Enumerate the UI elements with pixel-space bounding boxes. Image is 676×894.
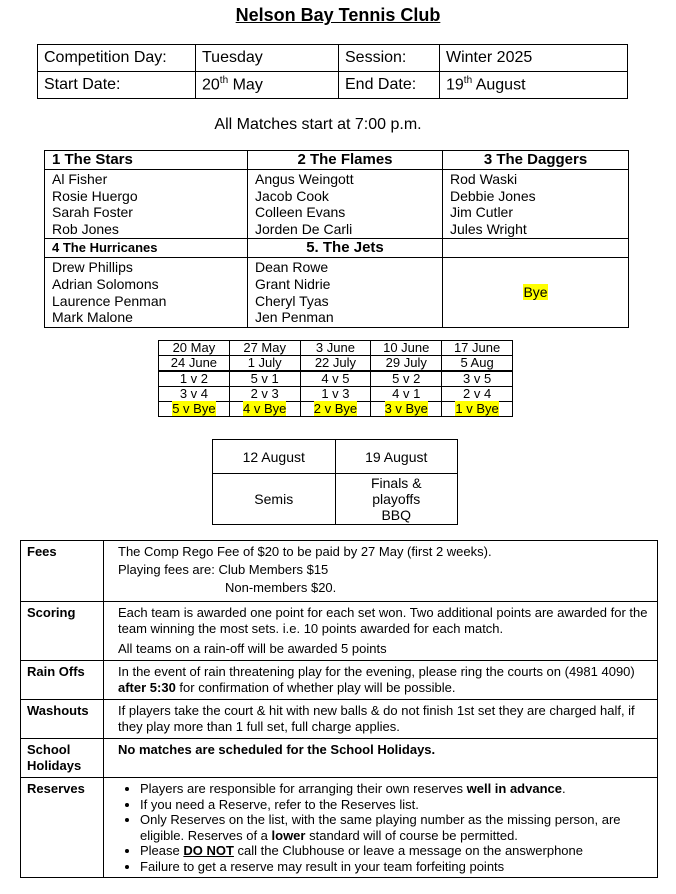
player: Angus Weingott bbox=[255, 171, 354, 187]
rule-label: Fees bbox=[21, 541, 104, 602]
player: Jules Wright bbox=[450, 220, 527, 237]
schedule-cell: 5 Aug bbox=[442, 356, 513, 372]
finals-table bbox=[212, 439, 458, 525]
team-2-name: 2 The Flames bbox=[248, 151, 443, 170]
list-item: • Please DO NOT call the Clubhouse or leave a message on the answerphone bbox=[140, 843, 651, 859]
rule-text: The Comp Rego Fee of $20 to be paid by 27 May (first 2 weeks). Playing fees are: Club Members $15 Non-members $20. bbox=[104, 541, 658, 602]
start-time-note: All Matches start at 7:00 p.m. bbox=[214, 116, 422, 133]
schedule-cell: 24 June bbox=[159, 356, 230, 372]
session-label: Session: bbox=[339, 45, 440, 72]
schedule-cell: 2 v 4 bbox=[442, 387, 513, 402]
rules-row-rain-offs bbox=[21, 661, 658, 700]
schedule-cell: 27 May bbox=[229, 341, 300, 356]
teams-table bbox=[44, 150, 629, 328]
schedule-cell bbox=[229, 402, 300, 417]
schedule-cell bbox=[442, 402, 513, 417]
page-title: Nelson Bay Tennis Club bbox=[235, 5, 441, 25]
schedule-cell: 4 v 5 bbox=[300, 371, 371, 387]
rule-text: No matches are scheduled for the School Holidays. bbox=[104, 739, 658, 778]
schedule-cell: 3 June bbox=[300, 341, 371, 356]
rule-text: Each team is awarded one point for each set won. Two additional points are awarded for the team winning the most sets. i.e. 10 points awarded for each match. All teams on a rain-off will be awarded 5 points bbox=[104, 602, 658, 661]
empty-header bbox=[443, 239, 629, 258]
team-4-name: 4 The Hurricanes bbox=[45, 239, 248, 258]
bye-highlight: 2 v Bye bbox=[313, 401, 358, 416]
rule-label: Rain Offs bbox=[21, 661, 104, 700]
finals-date-2: 19 August bbox=[335, 440, 458, 474]
schedule-cell: 10 June bbox=[371, 341, 442, 356]
schedule-cell: 1 v 3 bbox=[300, 387, 371, 402]
bye-highlight: 1 v Bye bbox=[455, 401, 499, 416]
player: Grant Nidrie bbox=[255, 275, 331, 292]
schedule-row-dates-2 bbox=[159, 356, 513, 372]
schedule-cell bbox=[371, 402, 442, 417]
bye-label: Bye bbox=[523, 284, 548, 301]
schedule-table bbox=[158, 340, 513, 417]
player: Jacob Cook bbox=[255, 187, 329, 204]
player: Mark Malone bbox=[52, 309, 133, 326]
team-5-name: 5. The Jets bbox=[248, 239, 443, 258]
player: Jorden De Carli bbox=[255, 220, 353, 237]
schedule-cell: 20 May bbox=[159, 341, 230, 356]
team-2-players bbox=[248, 170, 443, 239]
player: Dean Rowe bbox=[255, 259, 329, 276]
schedule-cell: 29 July bbox=[371, 356, 442, 372]
schedule-cell bbox=[300, 402, 371, 417]
rule-label: Washouts bbox=[21, 700, 104, 739]
schedule-cell: 22 July bbox=[300, 356, 371, 372]
start-date-label: Start Date: bbox=[38, 72, 196, 99]
schedule-cell: 5 v 1 bbox=[229, 371, 300, 387]
rules-row-school-holidays bbox=[21, 739, 658, 778]
schedule-row-byes bbox=[159, 402, 513, 417]
schedule-cell: 3 v 5 bbox=[442, 371, 513, 387]
comp-day-value: Tuesday bbox=[196, 45, 339, 72]
rules-table bbox=[20, 540, 658, 878]
player: Adrian Solomons bbox=[52, 275, 159, 292]
reserves-list bbox=[118, 781, 651, 874]
player: Sarah Foster bbox=[52, 204, 133, 221]
rules-row-washouts bbox=[21, 700, 658, 739]
finals-event-1: Semis bbox=[213, 474, 336, 525]
rule-label: Reserves bbox=[21, 778, 104, 878]
schedule-row-dates-1 bbox=[159, 341, 513, 356]
player: Rob Jones bbox=[52, 220, 119, 237]
team-1-name: 1 The Stars bbox=[45, 151, 248, 170]
schedule-cell: 4 v 1 bbox=[371, 387, 442, 402]
schedule-row-match-2 bbox=[159, 387, 513, 402]
rules-row-fees bbox=[21, 541, 658, 602]
team-5-players bbox=[248, 258, 443, 327]
start-date-value: 20th May bbox=[196, 72, 339, 99]
rules-row-scoring bbox=[21, 602, 658, 661]
player: Laurence Penman bbox=[52, 292, 167, 309]
schedule-cell bbox=[159, 402, 230, 417]
rule-text: If players take the court & hit with new balls & do not finish 1st set they are charged half, if they play more than 1 full set, full charge applies. bbox=[104, 700, 658, 739]
rule-text bbox=[104, 778, 658, 878]
list-item: • Players are responsible for arranging their own reserves well in advance. bbox=[140, 781, 651, 797]
schedule-cell: 1 July bbox=[229, 356, 300, 372]
competition-info-table bbox=[37, 44, 628, 99]
finals-date-1: 12 August bbox=[213, 440, 336, 474]
player: Rod Waski bbox=[450, 171, 518, 187]
team-1-players bbox=[45, 170, 248, 239]
comp-day-label: Competition Day: bbox=[38, 45, 196, 72]
bye-highlight: 5 v Bye bbox=[172, 401, 216, 416]
list-item: • Only Reserves on the list, with the same playing number as the missing person, are eligible. Reserves of a lower standard will of course be permitted. bbox=[140, 812, 651, 843]
schedule-cell: 5 v 2 bbox=[371, 371, 442, 387]
player: Jen Penman bbox=[255, 309, 334, 326]
player: Al Fisher bbox=[52, 171, 108, 187]
list-item: • Failure to get a reserve may result in your team forfeiting points bbox=[140, 859, 651, 875]
rule-label: Scoring bbox=[21, 602, 104, 661]
schedule-row-match-1 bbox=[159, 371, 513, 387]
team-3-name: 3 The Daggers bbox=[443, 151, 629, 170]
player: Debbie Jones bbox=[450, 187, 536, 204]
bye-cell bbox=[443, 258, 629, 327]
end-date-value: 19th August bbox=[440, 72, 628, 99]
schedule-cell: 1 v 2 bbox=[159, 371, 230, 387]
schedule-cell: 3 v 4 bbox=[159, 387, 230, 402]
schedule-cell: 2 v 3 bbox=[229, 387, 300, 402]
player: Cheryl Tyas bbox=[255, 292, 329, 309]
team-4-players bbox=[45, 258, 248, 327]
rule-label: School Holidays bbox=[21, 739, 104, 778]
session-value: Winter 2025 bbox=[440, 45, 628, 72]
team-3-players bbox=[443, 170, 629, 239]
schedule-cell: 17 June bbox=[442, 341, 513, 356]
player: Jim Cutler bbox=[450, 204, 514, 221]
bye-highlight: 3 v Bye bbox=[384, 401, 428, 416]
rules-row-reserves bbox=[21, 778, 658, 878]
player: Drew Phillips bbox=[52, 259, 133, 276]
list-item: • If you need a Reserve, refer to the Reserves list. bbox=[140, 797, 651, 813]
end-date-label: End Date: bbox=[339, 72, 440, 99]
bye-highlight: 4 v Bye bbox=[242, 401, 287, 416]
player: Rosie Huergo bbox=[52, 187, 138, 204]
finals-event-2: Finals & playoffs BBQ bbox=[335, 474, 458, 525]
player: Colleen Evans bbox=[255, 204, 346, 221]
rule-text: In the event of rain threatening play for the evening, please ring the courts on (4981 4090) after 5:30 for confirmation of whether play will be possible. bbox=[104, 661, 658, 700]
